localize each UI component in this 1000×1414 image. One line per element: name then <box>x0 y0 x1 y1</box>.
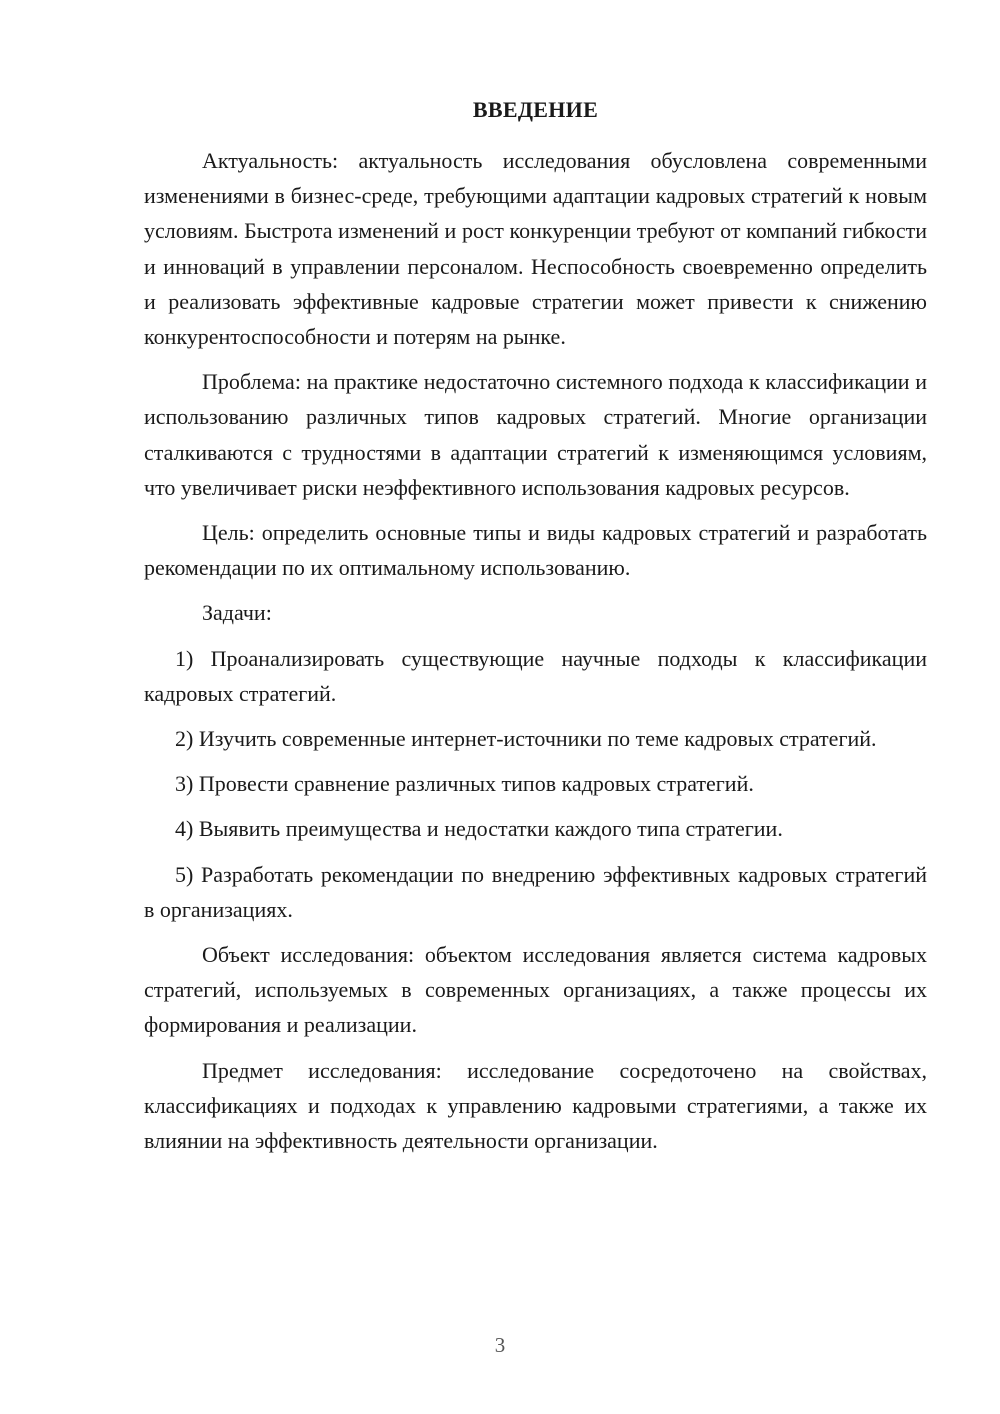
tasks-title: Задачи: <box>202 600 272 626</box>
task-item-2: 2) Изучить современные интернет-источники по теме кадровых стратегий. <box>175 726 877 752</box>
object-paragraph: Объект исследования: объектом исследования является система кадровых стратегий, используемых в современных организациях, а также процессы их формирования и реализации. <box>144 942 927 1038</box>
task-item-3: 3) Провести сравнение различных типов кадровых стратегий. <box>175 771 754 797</box>
relevance-paragraph: Актуальность: актуальность исследования обусловлена современными изменениями в бизнес-среде, требующими адаптации кадровых стратегий к новым условиям. Быстрота изменений и рост конкуренции требуют от компаний гибкости и инноваций в управлении персоналом. Неспособность своевременно определить и реализовать эффективные кадровые стратегии может привести к снижению конкурентоспособности и потерям на рынке. <box>144 148 927 350</box>
task-item-5: 5) Разработать рекомендации по внедрению эффективных кадровых стратегий в организациях. <box>144 861 927 922</box>
task-item-1: 1) Проанализировать существующие научные подходы к классификации кадровых стратегий. <box>144 645 927 706</box>
section-heading: ВВЕДЕНИЕ <box>472 97 599 122</box>
task-item-4: 4) Выявить преимущества и недостатки каждого типа стратегии. <box>175 816 783 842</box>
subject-paragraph: Предмет исследования: исследование сосредоточено на свойствах, классификациях и подходах к управлению кадровыми стратегиями, а также их влиянии на эффективность деятельности организации. <box>144 1057 927 1154</box>
document-page <box>144 92 927 1168</box>
page-number: 3 <box>494 1333 506 1357</box>
problem-paragraph: Проблема: на практике недостаточно системного подхода к классификации и использованию различных типов кадровых стратегий. Многие организации сталкиваются с трудностями в адаптации стратегий к изменяющимся условиям, что увеличивает риски неэффективного использования кадровых ресурсов. <box>144 369 927 500</box>
goal-paragraph: Цель: определить основные типы и виды кадровых стратегий и разработать рекомендации по их оптимальному использованию. <box>144 520 927 581</box>
